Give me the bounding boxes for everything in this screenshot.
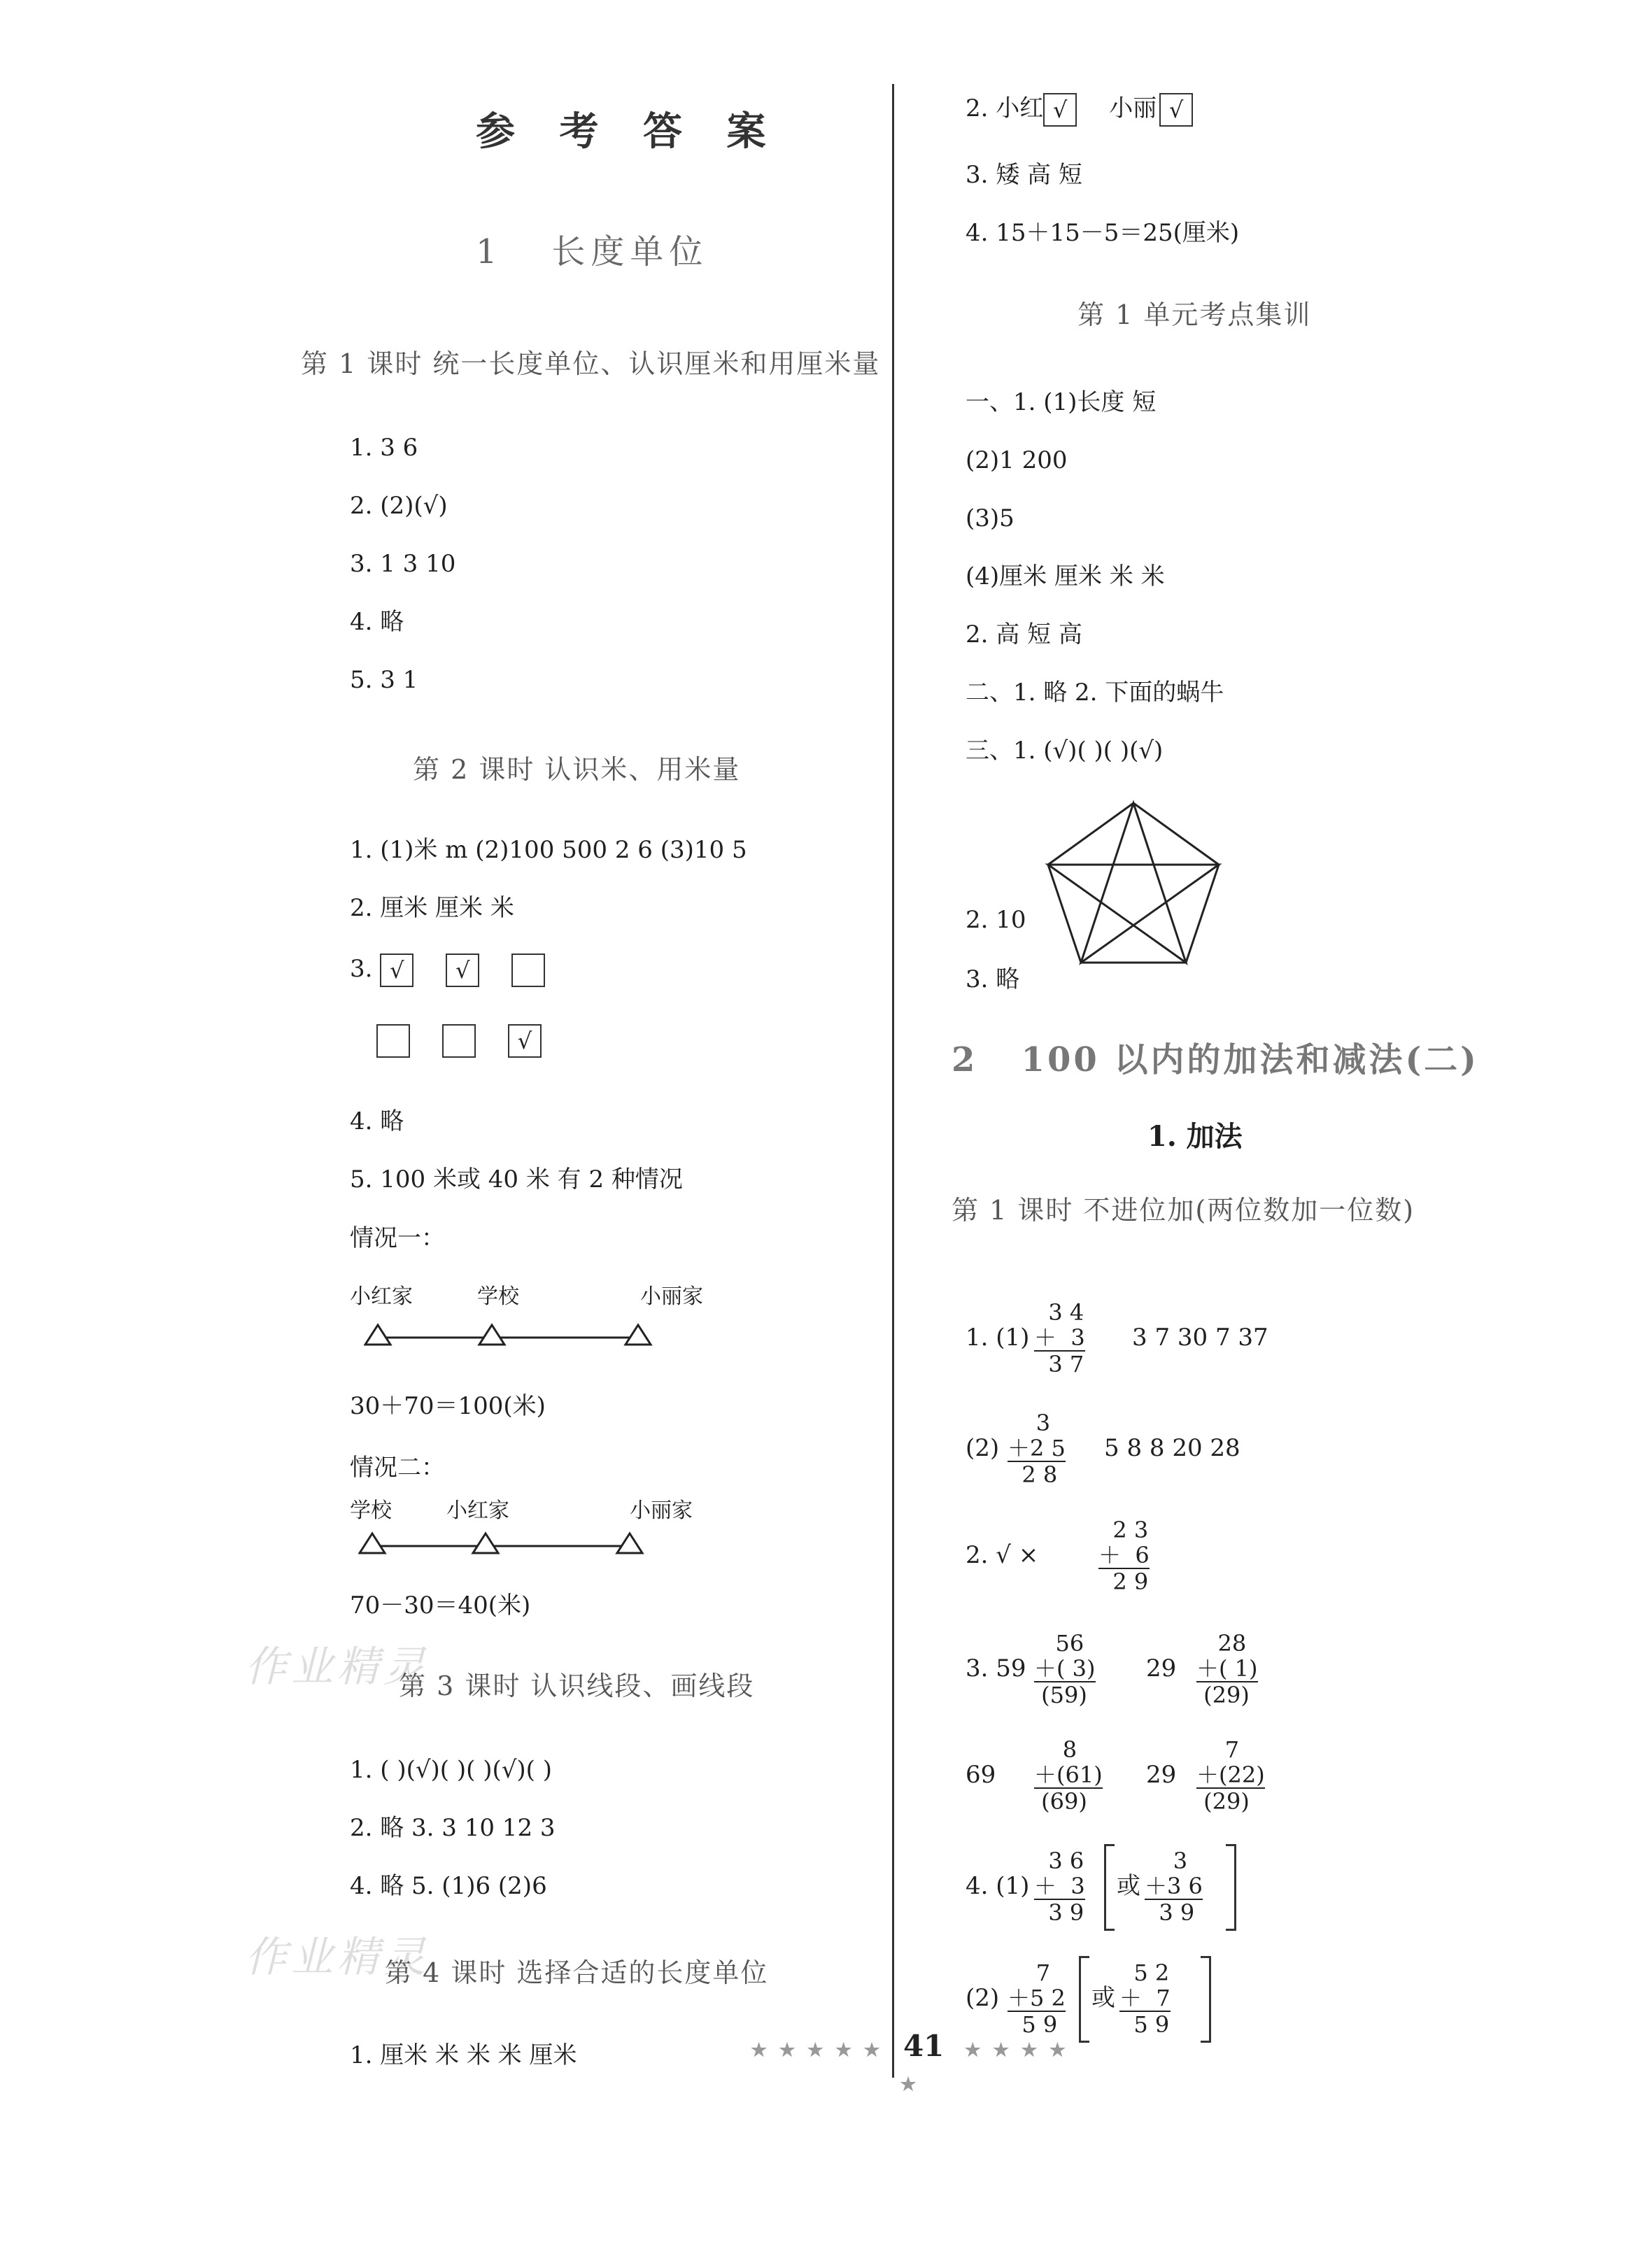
vertical-calc: [1145, 1848, 1203, 1925]
vertical-result: 3 9: [1145, 1899, 1203, 1925]
vertical-row: ＋(61): [1034, 1762, 1103, 1788]
vertical-result: (69): [1034, 1787, 1103, 1814]
checkbox: √: [446, 954, 479, 987]
lesson3-answer-3: 4. 略 5. (1)6 (2)6: [350, 1872, 547, 1900]
lesson3-answer-1: 1. ( )(√)( )( )(√)( ): [350, 1756, 552, 1784]
vertical-row: ＋(22): [1196, 1762, 1265, 1788]
lesson4-answer-1: 1. 厘米 米 米 米 厘米: [350, 2041, 577, 2069]
vertical-row: ＋ 6: [1098, 1542, 1150, 1568]
triangle-marker: [360, 1533, 385, 1553]
vertical-calc: [1008, 1960, 1066, 2037]
unit2-name: 100 以内的加法和减法(二): [1021, 1040, 1479, 1079]
case1-label: 情况一：: [350, 1224, 445, 1252]
vertical-calc: [1119, 1960, 1171, 2037]
vertical-row: ＋5 2: [1008, 1985, 1066, 2011]
vertical-row: ＋3 6: [1145, 1873, 1203, 1899]
triangle-marker: [473, 1533, 498, 1553]
vertical-row: 3 4: [1034, 1299, 1084, 1326]
bracket-right: [1201, 1956, 1211, 2043]
lesson2-answer-2: 2. 厘米 厘米 米: [350, 894, 514, 922]
vertical-row: ＋( 3): [1034, 1655, 1096, 1682]
vertical-result: (59): [1034, 1681, 1096, 1708]
bracket-left: [1104, 1844, 1115, 1931]
lesson1-answer-4: 4. 略: [350, 608, 404, 636]
right-answer-2-prefix: 2. 小红: [966, 94, 1044, 122]
case2-point-2: 小红家: [446, 1498, 509, 1523]
lesson1-heading: 第 1 课时 统一长度单位、认识厘米和用厘米量: [301, 348, 881, 379]
add-q1b-rest: 5 8 8 20 28: [1104, 1434, 1240, 1462]
add-q3b-label: 69: [966, 1761, 996, 1789]
triangle-marker: [617, 1533, 642, 1553]
add-q4-or: 或: [1117, 1872, 1140, 1900]
right-answer-3: 3. 矮 高 短: [966, 161, 1082, 189]
lesson2-answer-3: [350, 954, 577, 987]
page-number: 41: [903, 2029, 945, 2063]
vertical-calc: [1196, 1631, 1258, 1708]
lesson2-answer-3-prefix: 3.: [350, 955, 373, 983]
watermark: 作业精灵: [245, 1643, 430, 1692]
unit1-name: 长度单位: [551, 232, 709, 271]
pentagram-figure: [1042, 798, 1224, 965]
lesson2-answer-3-row2: [376, 1024, 574, 1058]
case1-calc: 30＋70＝100(米): [350, 1392, 546, 1420]
vertical-row: 8: [1034, 1736, 1077, 1763]
checkbox: √: [1159, 93, 1193, 127]
vertical-row: 2 3: [1098, 1517, 1149, 1543]
unit1-heading: [476, 232, 709, 271]
add-q4b-or: 或: [1091, 1984, 1115, 2012]
checkbox: [376, 1024, 410, 1058]
page-footer: [742, 2029, 1077, 2097]
review-line-9: 3. 略: [966, 965, 1020, 993]
add-q4b-label: (2): [966, 1984, 1000, 2012]
lesson1-answer-1: 1. 3 6: [350, 434, 418, 462]
checkbox: √: [508, 1024, 542, 1058]
lesson2-answer-1: 1. (1)米 m (2)100 500 2 6 (3)10 5: [350, 836, 747, 864]
checkbox: [442, 1024, 476, 1058]
review-heading: 第 1 单元考点集训: [1077, 299, 1312, 330]
case2-point-3: 小丽家: [630, 1498, 693, 1523]
column-divider: [892, 84, 894, 2078]
vertical-row: 3: [1008, 1410, 1051, 1436]
review-line-5: 2. 高 短 高: [966, 621, 1082, 648]
page-title: 参 考 答 案: [476, 108, 782, 155]
vertical-row: 7: [1196, 1736, 1240, 1763]
checkbox: [511, 954, 545, 987]
vertical-row: 5 2: [1119, 1959, 1170, 1986]
review-line-8: 2. 10: [966, 906, 1026, 934]
case2-label: 情况二：: [350, 1454, 445, 1482]
vertical-row: ＋2 5: [1008, 1435, 1066, 1461]
add-q1-label: 1. (1): [966, 1324, 1030, 1352]
case1-point-1: 小红家: [350, 1284, 413, 1309]
add-q3b-mid: 29: [1146, 1761, 1177, 1789]
right-answer-2: [966, 93, 1225, 127]
vertical-result: 2 8: [1008, 1461, 1066, 1487]
vertical-calc: [1034, 1737, 1103, 1814]
vertical-row: 3 6: [1034, 1848, 1084, 1874]
vertical-result: 5 9: [1119, 2011, 1170, 2038]
add-q4-label: 4. (1): [966, 1872, 1030, 1900]
case2-point-1: 学校: [350, 1498, 392, 1523]
review-line-4: (4)厘米 厘米 米 米: [966, 562, 1165, 590]
lesson4-heading: 第 4 课时 选择合适的长度单位: [385, 1957, 769, 1988]
lesson3-answer-2: 2. 略 3. 3 10 12 3: [350, 1814, 556, 1842]
vertical-row: ＋ 3: [1034, 1873, 1085, 1899]
add-q3-mid: 29: [1146, 1654, 1177, 1682]
triangle-marker: [479, 1325, 504, 1345]
vertical-calc: [1196, 1737, 1265, 1814]
watermark: 作业精灵: [245, 1933, 430, 1982]
case1-diagram: [364, 1315, 672, 1350]
review-line-2: (2)1 200: [966, 446, 1068, 474]
lesson1-answer-3: 3. 1 3 10: [350, 550, 456, 578]
vertical-result: 3 9: [1034, 1899, 1084, 1926]
vertical-row: 7: [1008, 1959, 1051, 1986]
vertical-row: ＋ 7: [1119, 1985, 1171, 2011]
section-addition: 1. 加法: [1147, 1120, 1243, 1153]
unit2-number: 2: [952, 1040, 978, 1079]
vertical-calc: [1098, 1517, 1150, 1594]
vertical-result: (29): [1196, 1681, 1258, 1708]
add-q2-label: 2. √ ×: [966, 1541, 1039, 1569]
vertical-result: 3 7: [1034, 1351, 1084, 1377]
unit1-number: 1: [476, 232, 503, 271]
vertical-calc: [1008, 1410, 1066, 1487]
vertical-calc: [1034, 1631, 1096, 1708]
lesson1-answer-5: 5. 3 1: [350, 666, 418, 694]
right-answer-2-mid: 小丽: [1109, 94, 1157, 122]
add-q1b-label: (2): [966, 1434, 1000, 1462]
vertical-calc: [1034, 1300, 1085, 1377]
case2-calc: 70－30＝40(米): [350, 1592, 531, 1620]
lesson3-heading: 第 3 课时 认识线段、画线段: [399, 1671, 755, 1701]
lesson2-answer-4: 4. 略: [350, 1107, 404, 1135]
bracket-right: [1226, 1844, 1236, 1931]
triangle-marker: [365, 1325, 390, 1345]
unit2-heading: [952, 1040, 1479, 1079]
add-q3-label: 3. 59: [966, 1654, 1026, 1682]
triangle-marker: [625, 1325, 651, 1345]
vertical-row: ＋( 1): [1196, 1655, 1258, 1682]
case1-point-2: 学校: [477, 1284, 519, 1309]
vertical-row: ＋ 3: [1034, 1324, 1085, 1351]
stars-left: ★ ★ ★ ★ ★: [750, 2040, 883, 2061]
vertical-calc: [1034, 1848, 1085, 1925]
case1-point-3: 小丽家: [640, 1284, 703, 1309]
review-line-3: (3)5: [966, 504, 1015, 532]
checkbox: √: [380, 954, 413, 987]
vertical-row: 3: [1145, 1848, 1188, 1874]
case2-diagram: [358, 1524, 666, 1559]
bracket-left: [1079, 1956, 1089, 2043]
lesson1-answer-2: 2. (2)(√): [350, 492, 448, 520]
lesson2-answer-5: 5. 100 米或 40 米 有 2 种情况: [350, 1165, 683, 1193]
checkbox: √: [1043, 93, 1077, 127]
review-line-6: 二、1. 略 2. 下面的蜗牛: [966, 679, 1224, 707]
lesson2-heading: 第 2 课时 认识米、用米量: [413, 754, 741, 785]
vertical-result: 5 9: [1008, 2011, 1066, 2037]
vertical-row: 56: [1034, 1630, 1084, 1657]
vertical-result: (29): [1196, 1787, 1265, 1814]
stars-right: ★ ★ ★ ★ ★: [900, 2040, 1069, 2095]
lesson-add1-heading: 第 1 课时 不进位加(两位数加一位数): [952, 1195, 1415, 1226]
add-q1-rest: 3 7 30 7 37: [1132, 1324, 1268, 1352]
review-line-7: 三、1. (√)( )( )(√): [966, 737, 1164, 765]
review-line-1: 一、1. (1)长度 短: [966, 388, 1157, 416]
vertical-row: 28: [1196, 1630, 1247, 1657]
right-answer-4: 4. 15＋15－5＝25(厘米): [966, 219, 1240, 247]
vertical-result: 2 9: [1098, 1568, 1149, 1595]
